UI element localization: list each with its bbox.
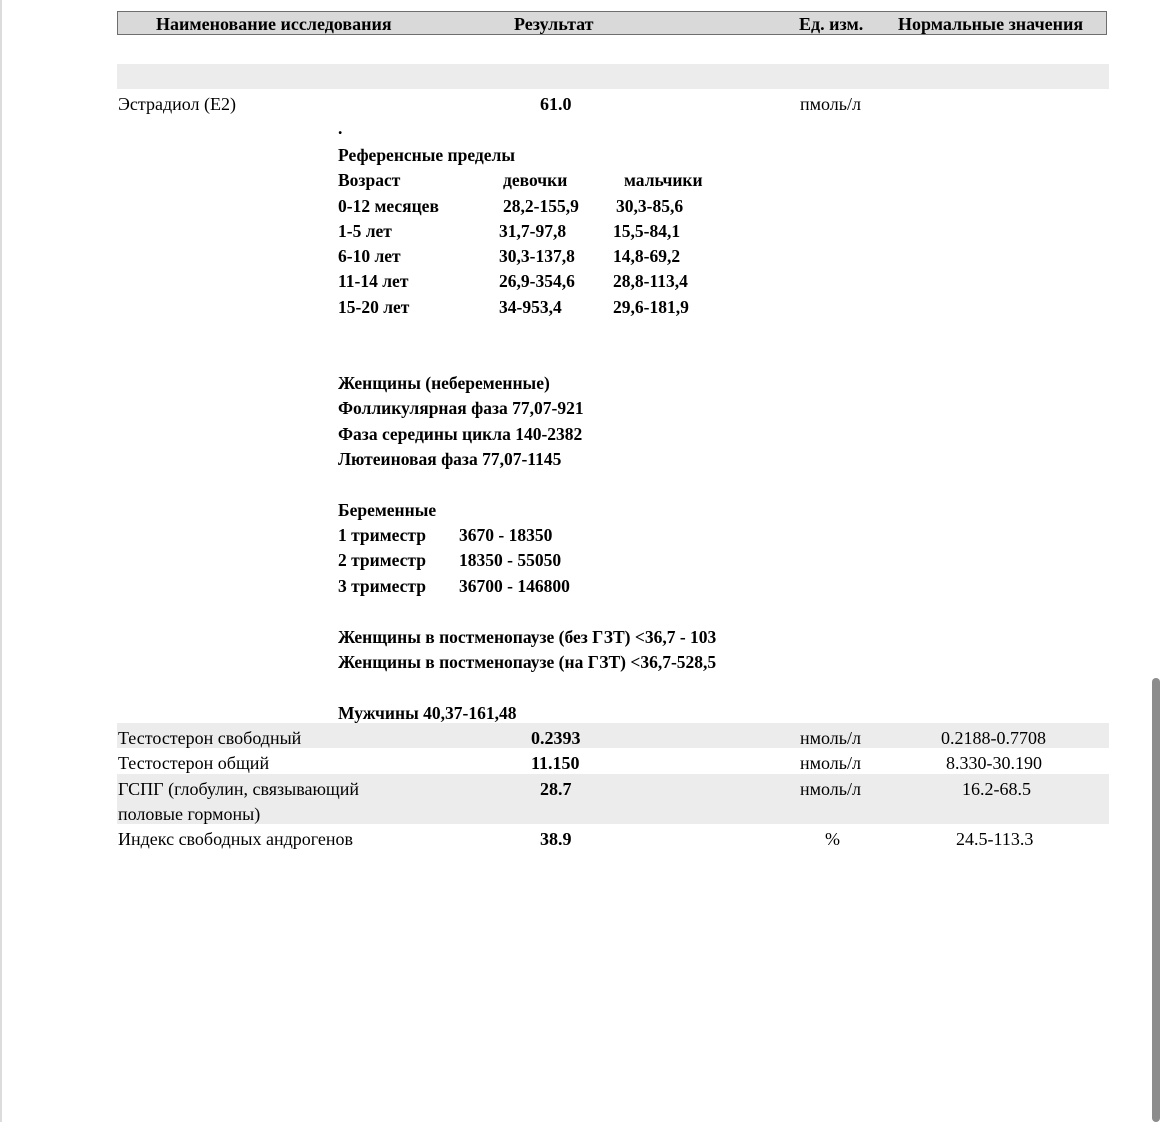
age-header-girls: девочки <box>503 170 568 190</box>
age-row-label: 1-5 лет <box>338 221 392 241</box>
age-header-age: Возраст <box>338 170 401 190</box>
age-row-boys: 28,8-113,4 <box>613 271 688 291</box>
test-norm: 16.2-68.5 <box>962 779 1031 799</box>
test-result: 38.9 <box>540 829 572 849</box>
women-line: Фолликулярная фаза 77,07-921 <box>338 398 584 418</box>
test-name: Тестостерон общий <box>118 753 270 773</box>
test-unit: % <box>825 829 840 849</box>
trimester-range: 3670 - 18350 <box>459 525 553 545</box>
age-row-label: 11-14 лет <box>338 271 409 291</box>
postmenopause-line: Женщины в постменопаузе (на ГЗТ) <36,7-528,5 <box>338 652 717 672</box>
header-result: Результат <box>514 14 594 34</box>
test-unit: нмоль/л <box>800 753 861 773</box>
age-row-girls: 28,2-155,9 <box>503 196 579 216</box>
test-unit: нмоль/л <box>800 728 861 748</box>
test-name: Индекс свободных андрогенов <box>118 829 354 849</box>
test-result: 11.150 <box>531 753 580 773</box>
trimester-label: 1 триместр <box>338 525 426 545</box>
trimester-label: 2 триместр <box>338 550 426 570</box>
vertical-scrollbar[interactable] <box>1152 678 1160 1122</box>
age-row-boys: 29,6-181,9 <box>613 297 689 317</box>
header-test-name: Наименование исследования <box>156 14 392 34</box>
women-title: Женщины (небеременные) <box>338 373 550 393</box>
age-row-boys: 15,5-84,1 <box>613 221 681 241</box>
pregnant-title: Беременные <box>338 500 437 520</box>
age-row-label: 15-20 лет <box>338 297 410 317</box>
test-norm: 0.2188-0.7708 <box>941 728 1046 748</box>
page-left-edge <box>0 0 2 1122</box>
header-unit: Ед. изм. <box>799 14 864 34</box>
test-unit: нмоль/л <box>800 779 861 799</box>
age-row-boys: 14,8-69,2 <box>613 246 681 266</box>
table-header <box>117 11 1107 35</box>
test-result: 28.7 <box>540 779 572 799</box>
age-row-label: 0-12 месяцев <box>338 196 439 216</box>
women-line: Фаза середины цикла 140-2382 <box>338 424 583 444</box>
ref-dot: . <box>338 118 343 138</box>
ref-title: Референсные пределы <box>338 145 516 165</box>
age-row-label: 6-10 лет <box>338 246 401 266</box>
trimester-range: 18350 - 55050 <box>459 550 562 570</box>
test-norm: 8.330-30.190 <box>946 753 1042 773</box>
age-header-boys: мальчики <box>624 170 703 190</box>
estradiol-result: 61.0 <box>540 94 572 114</box>
age-row-girls: 30,3-137,8 <box>499 246 575 266</box>
estradiol-name: Эстрадиол (E2) <box>118 94 236 114</box>
test-name: Тестостерон свободный <box>118 728 302 748</box>
age-row-girls: 34-953,4 <box>499 297 562 317</box>
age-row-girls: 26,9-354,6 <box>499 271 575 291</box>
age-row-girls: 31,7-97,8 <box>499 221 567 241</box>
trimester-range: 36700 - 146800 <box>459 576 570 596</box>
test-result: 0.2393 <box>531 728 581 748</box>
men-line: Мужчины 40,37-161,48 <box>338 703 517 723</box>
postmenopause-line: Женщины в постменопаузе (без ГЗТ) <36,7 - 103 <box>338 627 717 647</box>
women-line: Лютеиновая фаза 77,07-1145 <box>338 449 562 469</box>
test-name-continued: половые гормоны) <box>118 804 261 824</box>
section-band <box>117 64 1109 89</box>
age-row-boys: 30,3-85,6 <box>616 196 684 216</box>
test-norm: 24.5-113.3 <box>956 829 1034 849</box>
estradiol-unit: пмоль/л <box>800 94 861 114</box>
test-name: ГСПГ (глобулин, связывающий <box>118 779 360 799</box>
header-norm: Нормальные значения <box>898 14 1084 34</box>
trimester-label: 3 триместр <box>338 576 426 596</box>
